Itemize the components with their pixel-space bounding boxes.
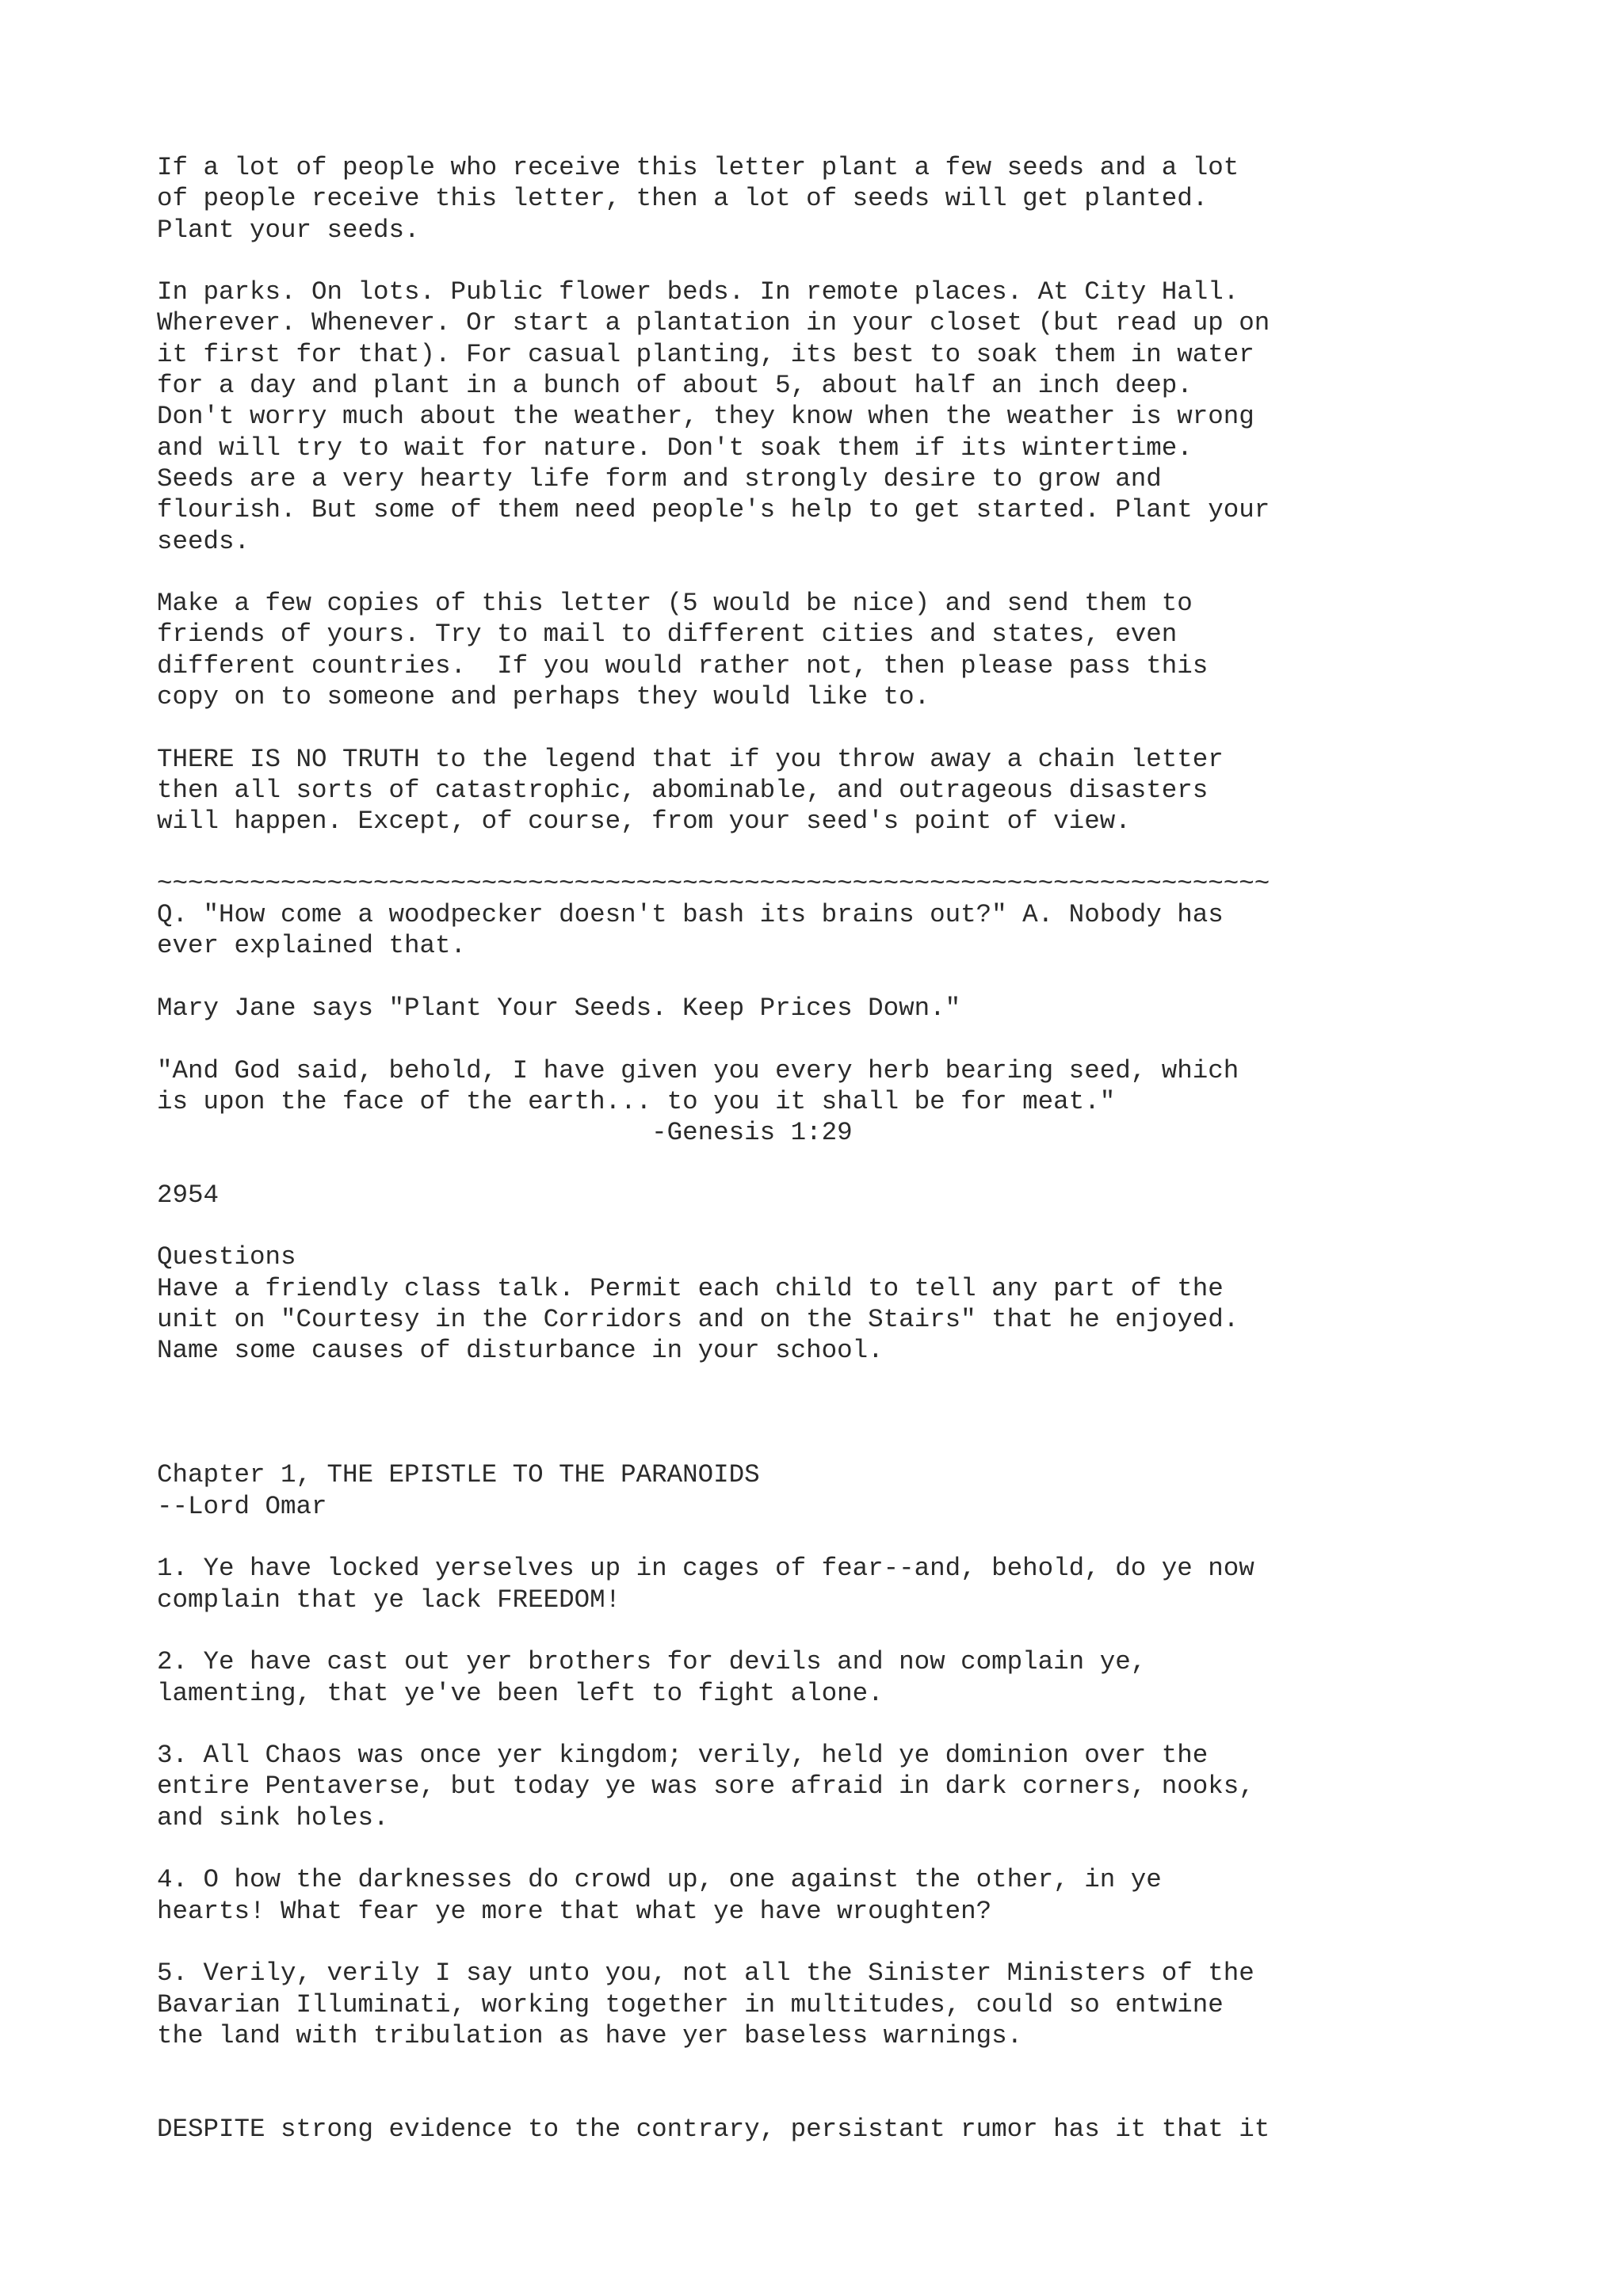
text-line: If a lot of people who receive this letter plant a few seeds and a lot	[157, 153, 1239, 182]
text-line: will happen. Except, of course, from your seed's point of view.	[157, 807, 1131, 837]
text-line: Seeds are a very hearty life form and strongly desire to grow and	[157, 463, 1162, 494]
text-line: then all sorts of catastrophic, abominable, and outrageous disasters	[157, 775, 1209, 805]
text-line: Don't worry much about the weather, they know when the weather is wrong	[157, 402, 1254, 432]
text-line: Chapter 1, THE EPISTLE TO THE PARANOIDS	[157, 1460, 760, 1490]
text-line	[157, 837, 1504, 868]
text-line	[157, 1024, 1504, 1055]
text-line: 2954	[157, 1180, 220, 1210]
text-line: is upon the face of the earth... to you it shall be for meat."	[157, 1086, 1116, 1116]
text-line: the land with tribulation as have yer baseless warnings.	[157, 2020, 1023, 2050]
text-line: ~~~~~~~~~~~~~~~~~~~~~~~~~~~~~~~~~~~~~~~~~~~~~~~~~~~~~~~~~~~~~~~~~~~~~~~~	[157, 868, 1270, 898]
text-line: Bavarian Illuminati, working together in multitudes, could so entwine	[157, 1989, 1224, 2019]
text-line: for a day and plant in a bunch of about 5, about half an inch deep.	[157, 371, 1193, 401]
text-line	[157, 1615, 1504, 1646]
text-line: --Lord Omar	[157, 1491, 327, 1521]
text-line: Q. "How come a woodpecker doesn't bash its brains out?" A. Nobody has	[157, 900, 1224, 930]
text-line: THERE IS NO TRUTH to the legend that if you throw away a chain letter	[157, 744, 1224, 774]
text-line: "And God said, behold, I have given you every herb bearing seed, which	[157, 1055, 1239, 1085]
text-line	[157, 1428, 1504, 1459]
text-line: hearts! What fear ye more that what ye have wroughten?	[157, 1896, 992, 1926]
text-line: Plant your seeds.	[157, 215, 420, 245]
text-line: entire Pentaverse, but today ye was sore afraid in dark corners, nooks,	[157, 1772, 1254, 1802]
text-line: Mary Jane says "Plant Your Seeds. Keep Prices Down."	[157, 994, 961, 1024]
text-line: 5. Verily, verily I say unto you, not all the Sinister Ministers of the	[157, 1958, 1254, 1989]
text-line: complain that ye lack FREEDOM!	[157, 1585, 621, 1615]
text-line	[157, 712, 1504, 743]
text-line	[157, 246, 1504, 277]
text-line: friends of yours. Try to mail to different cities and states, even	[157, 620, 1178, 650]
text-line	[157, 962, 1504, 993]
text-line	[157, 2051, 1504, 2082]
text-line: 3. All Chaos was once yer kingdom; verily, held ye dominion over the	[157, 1741, 1209, 1771]
text-line: -Genesis 1:29	[157, 1118, 853, 1148]
text-line: Have a friendly class talk. Permit each child to tell any part of the	[157, 1273, 1224, 1303]
text-line: Name some causes of disturbance in your school.	[157, 1336, 884, 1366]
text-line: ever explained that.	[157, 931, 467, 961]
text-line: it first for that). For casual planting, its best to soak them in water	[157, 339, 1254, 369]
text-line: 1. Ye have locked yerselves up in cages of fear--and, behold, do ye now	[157, 1554, 1254, 1584]
text-line: and sink holes.	[157, 1802, 389, 1833]
text-line: of people receive this letter, then a lot of seeds will get planted.	[157, 184, 1209, 214]
text-line: unit on "Courtesy in the Corridors and on the Stairs" that he enjoyed.	[157, 1304, 1239, 1334]
text-line	[157, 557, 1504, 588]
text-line: 2. Ye have cast out yer brothers for devils and now complain ye,	[157, 1647, 1147, 1677]
text-line	[157, 1149, 1504, 1180]
text-line: lamenting, that ye've been left to fight alone.	[157, 1678, 884, 1708]
text-line	[157, 1927, 1504, 1958]
text-line: 4. O how the darknesses do crowd up, one against the other, in ye	[157, 1865, 1162, 1895]
text-line: and will try to wait for nature. Don't soak them if its wintertime.	[157, 433, 1193, 463]
text-line: Questions	[157, 1242, 296, 1272]
text-line	[157, 1398, 1504, 1428]
text-line: Make a few copies of this letter (5 would be nice) and send them to	[157, 589, 1193, 619]
text-line: In parks. On lots. Public flower beds. In remote places. At City Hall.	[157, 277, 1239, 307]
text-line: different countries. If you would rather not, then please pass this	[157, 650, 1209, 681]
text-line	[157, 1833, 1504, 1864]
text-line	[157, 1709, 1504, 1740]
text-line: copy on to someone and perhaps they would like to.	[157, 682, 930, 712]
text-line: flourish. But some of them need people's help to get started. Plant your	[157, 495, 1270, 525]
text-line: DESPITE strong evidence to the contrary, persistant rumor has it that it	[157, 2114, 1270, 2144]
text-line	[157, 1211, 1504, 1241]
text-line	[157, 1522, 1504, 1553]
text-line: Wherever. Whenever. Or start a plantation in your closet (but read up on	[157, 308, 1270, 338]
text-line	[157, 1367, 1504, 1398]
text-line	[157, 2082, 1504, 2113]
document-text	[157, 152, 1504, 2145]
text-line: seeds.	[157, 526, 250, 556]
